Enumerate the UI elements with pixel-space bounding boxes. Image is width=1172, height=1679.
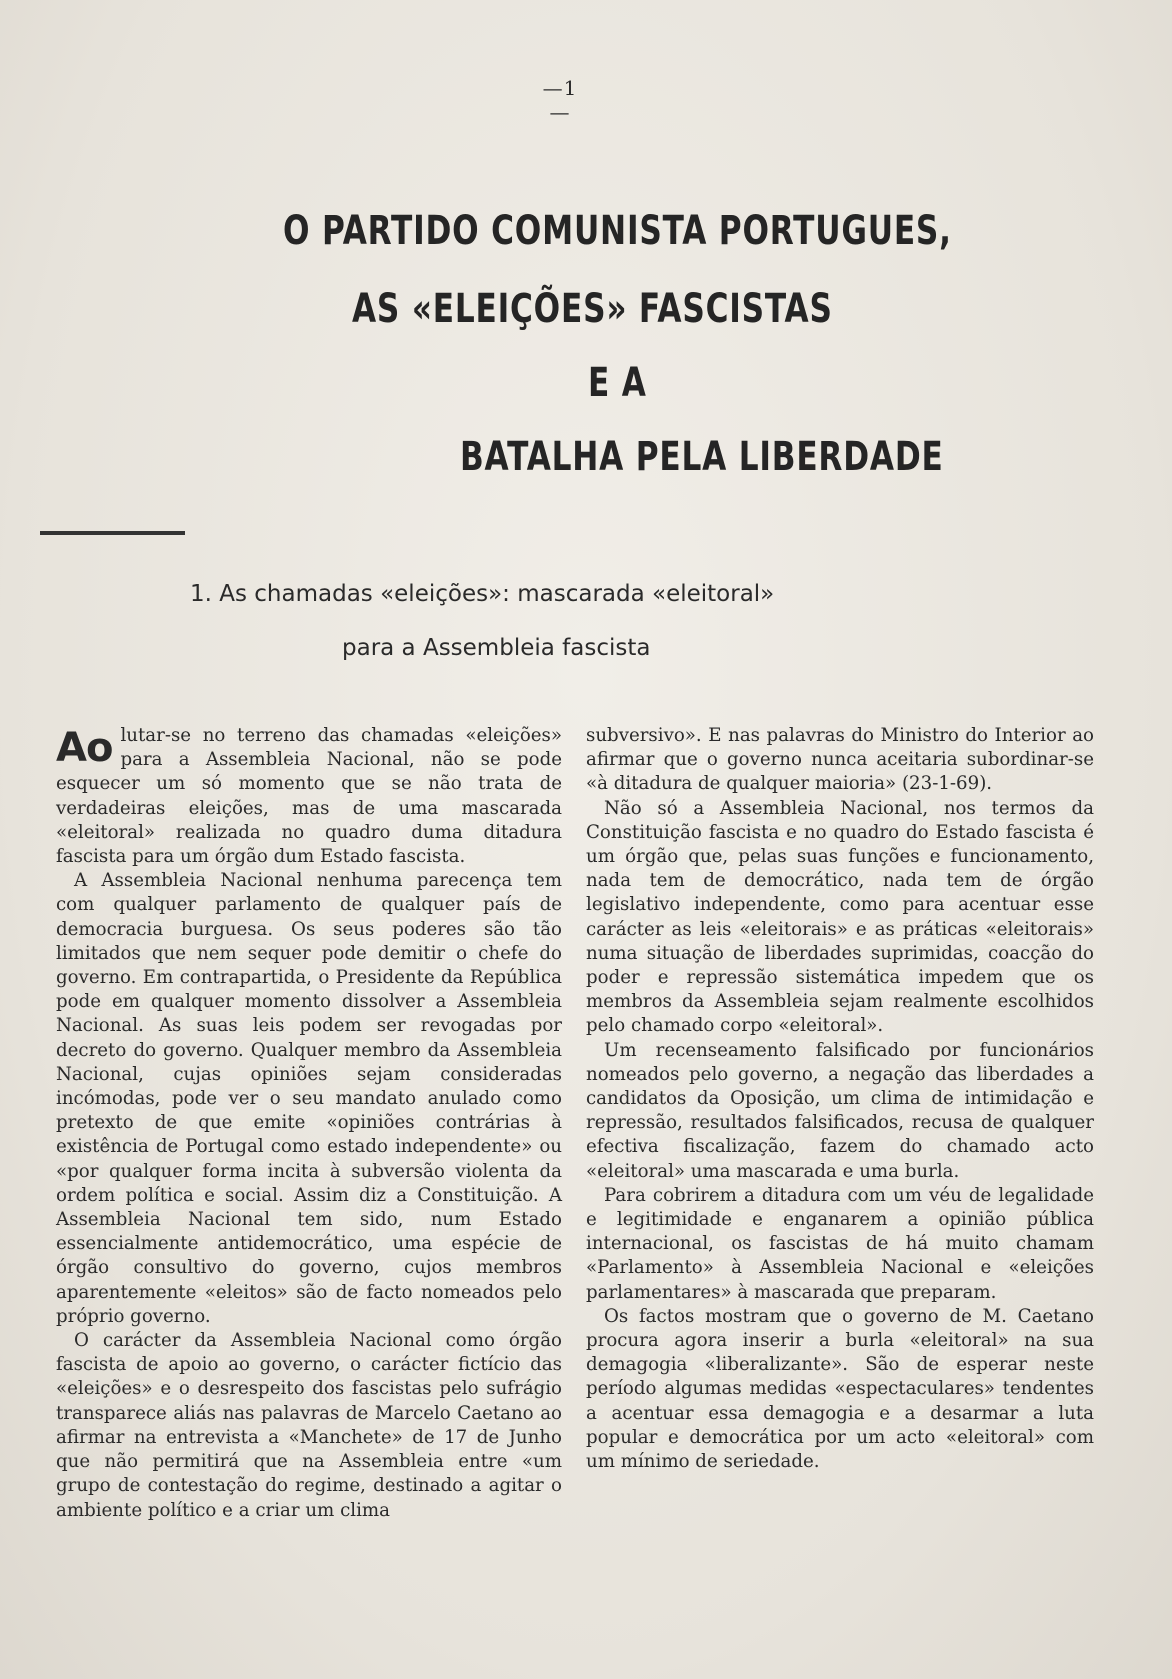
title-line-3: E A [588, 360, 647, 406]
right-paragraph-1: subversivo». E nas palavras do Ministro do Interior ao afirmar que o governo nunca aceitaria subordinar-se «à ditadura de qualquer maioria» (23-1-69). [586, 725, 1094, 795]
divider-rule [40, 531, 185, 535]
section-heading-line-1: 1. As chamadas «eleições»: mascarada «eleitoral» [190, 581, 775, 607]
section-heading-line-2: para a Assembleia fascista [342, 635, 651, 661]
title-line-2: AS «ELEIÇÕES» FASCISTAS [352, 286, 833, 332]
left-column [56, 724, 562, 1523]
title-line-4: BATALHA PELA LIBERDADE [460, 434, 944, 480]
left-paragraph-2: A Assembleia Nacional nenhuma parecença tem com qualquer parlamento de qualquer país de democracia burguesa. Os seus poderes são tão limitados que nem sequer pode demitir o chefe do governo. Em contrapartida, o Presidente da República pode em qualquer momento dissolver a Assembleia Nacional. As suas leis podem ser revogadas por decreto do governo. Qualquer membro da Assembleia Nacional, cujas opiniões sejam consideradas incómodas, pode ver o seu mandato anulado como pretexto de que emite «opiniões contrárias à existência de Portugal como estado independente» ou «por qualquer forma incita à subversão violenta da ordem política e social. Assim diz a Constituição. A Assembleia Nacional tem sido, num Estado essencialmente antidemocrático, uma espécie de órgão consultivo do governo, cujos membros aparentemente «eleitos» são de facto nomeados pelo próprio governo. [56, 870, 562, 1327]
right-column [586, 724, 1094, 1474]
title-line-1: O PARTIDO COMUNISTA PORTUGUES, [283, 208, 952, 254]
drop-cap: Ao [56, 725, 113, 771]
right-paragraph-2: Não só a Assembleia Nacional, nos termos da Constituição fascista e no quadro do Estado fascista é um órgão que, pelas suas funções e funcionamento, nada tem de democrático, nada tem de órgão legislativo independente, como para acentuar esse carácter as leis «eleitorais» e as práticas «eleitorais» numa situação de liberdades suprimidas, coacção do poder e repressão sistemática impedem que os membros da Assembleia sejam realmente escolhidos pelo chamado corpo «eleitoral». [586, 797, 1094, 1037]
right-paragraph-5: Os factos mostram que o governo de M. Caetano procura agora inserir a burla «eleitoral» na sua demagogia «liberalizante». São de esperar neste período algumas medidas «espectaculares» tendentes a acentuar essa demagogia e a desarmar a luta popular e democrática por um acto «eleitoral» com um mínimo de seriedade. [586, 1305, 1094, 1473]
left-paragraph-1-text: lutar-se no terreno das chamadas «eleições» para a Assembleia Nacional, não se pode esquecer um só momento que se não trata de verdadeiras eleições, mas de uma mascarada «eleitoral» realizada no quadro duma ditadura fascista para um órgão dum Estado fascista. [56, 725, 562, 868]
page-number: —1— [542, 76, 578, 124]
left-paragraph-3: O carácter da Assembleia Nacional como órgão fascista de apoio ao governo, o carácter fictício das «eleições» e o desrespeito dos fascistas pelo sufrágio transparece aliás nas palavras de Marcelo Caetano ao afirmar na entrevista a «Manchete» de 17 de Junho que não permitirá que na Assembleia entre «um grupo de contestação do regime, destinado a agitar o ambiente político e a criar um clima [56, 1330, 562, 1521]
right-paragraph-4: Para cobrirem a ditadura com um véu de legalidade e legitimidade e enganarem a opinião pública internacional, os fascistas de há muito chamam «Parlamento» à Assembleia Nacional e «eleições parlamentares» à mascarada que preparam. [586, 1184, 1094, 1303]
right-paragraph-3: Um recenseamento falsificado por funcionários nomeados pelo governo, a negação das liberdades a candidatos da Oposição, um clima de intimidação e repressão, resultados falsificados, recusa de qualquer efectiva fiscalização, fazem do chamado acto «eleitoral» uma mascarada e uma burla. [586, 1039, 1094, 1182]
left-paragraph-1 [56, 724, 562, 869]
